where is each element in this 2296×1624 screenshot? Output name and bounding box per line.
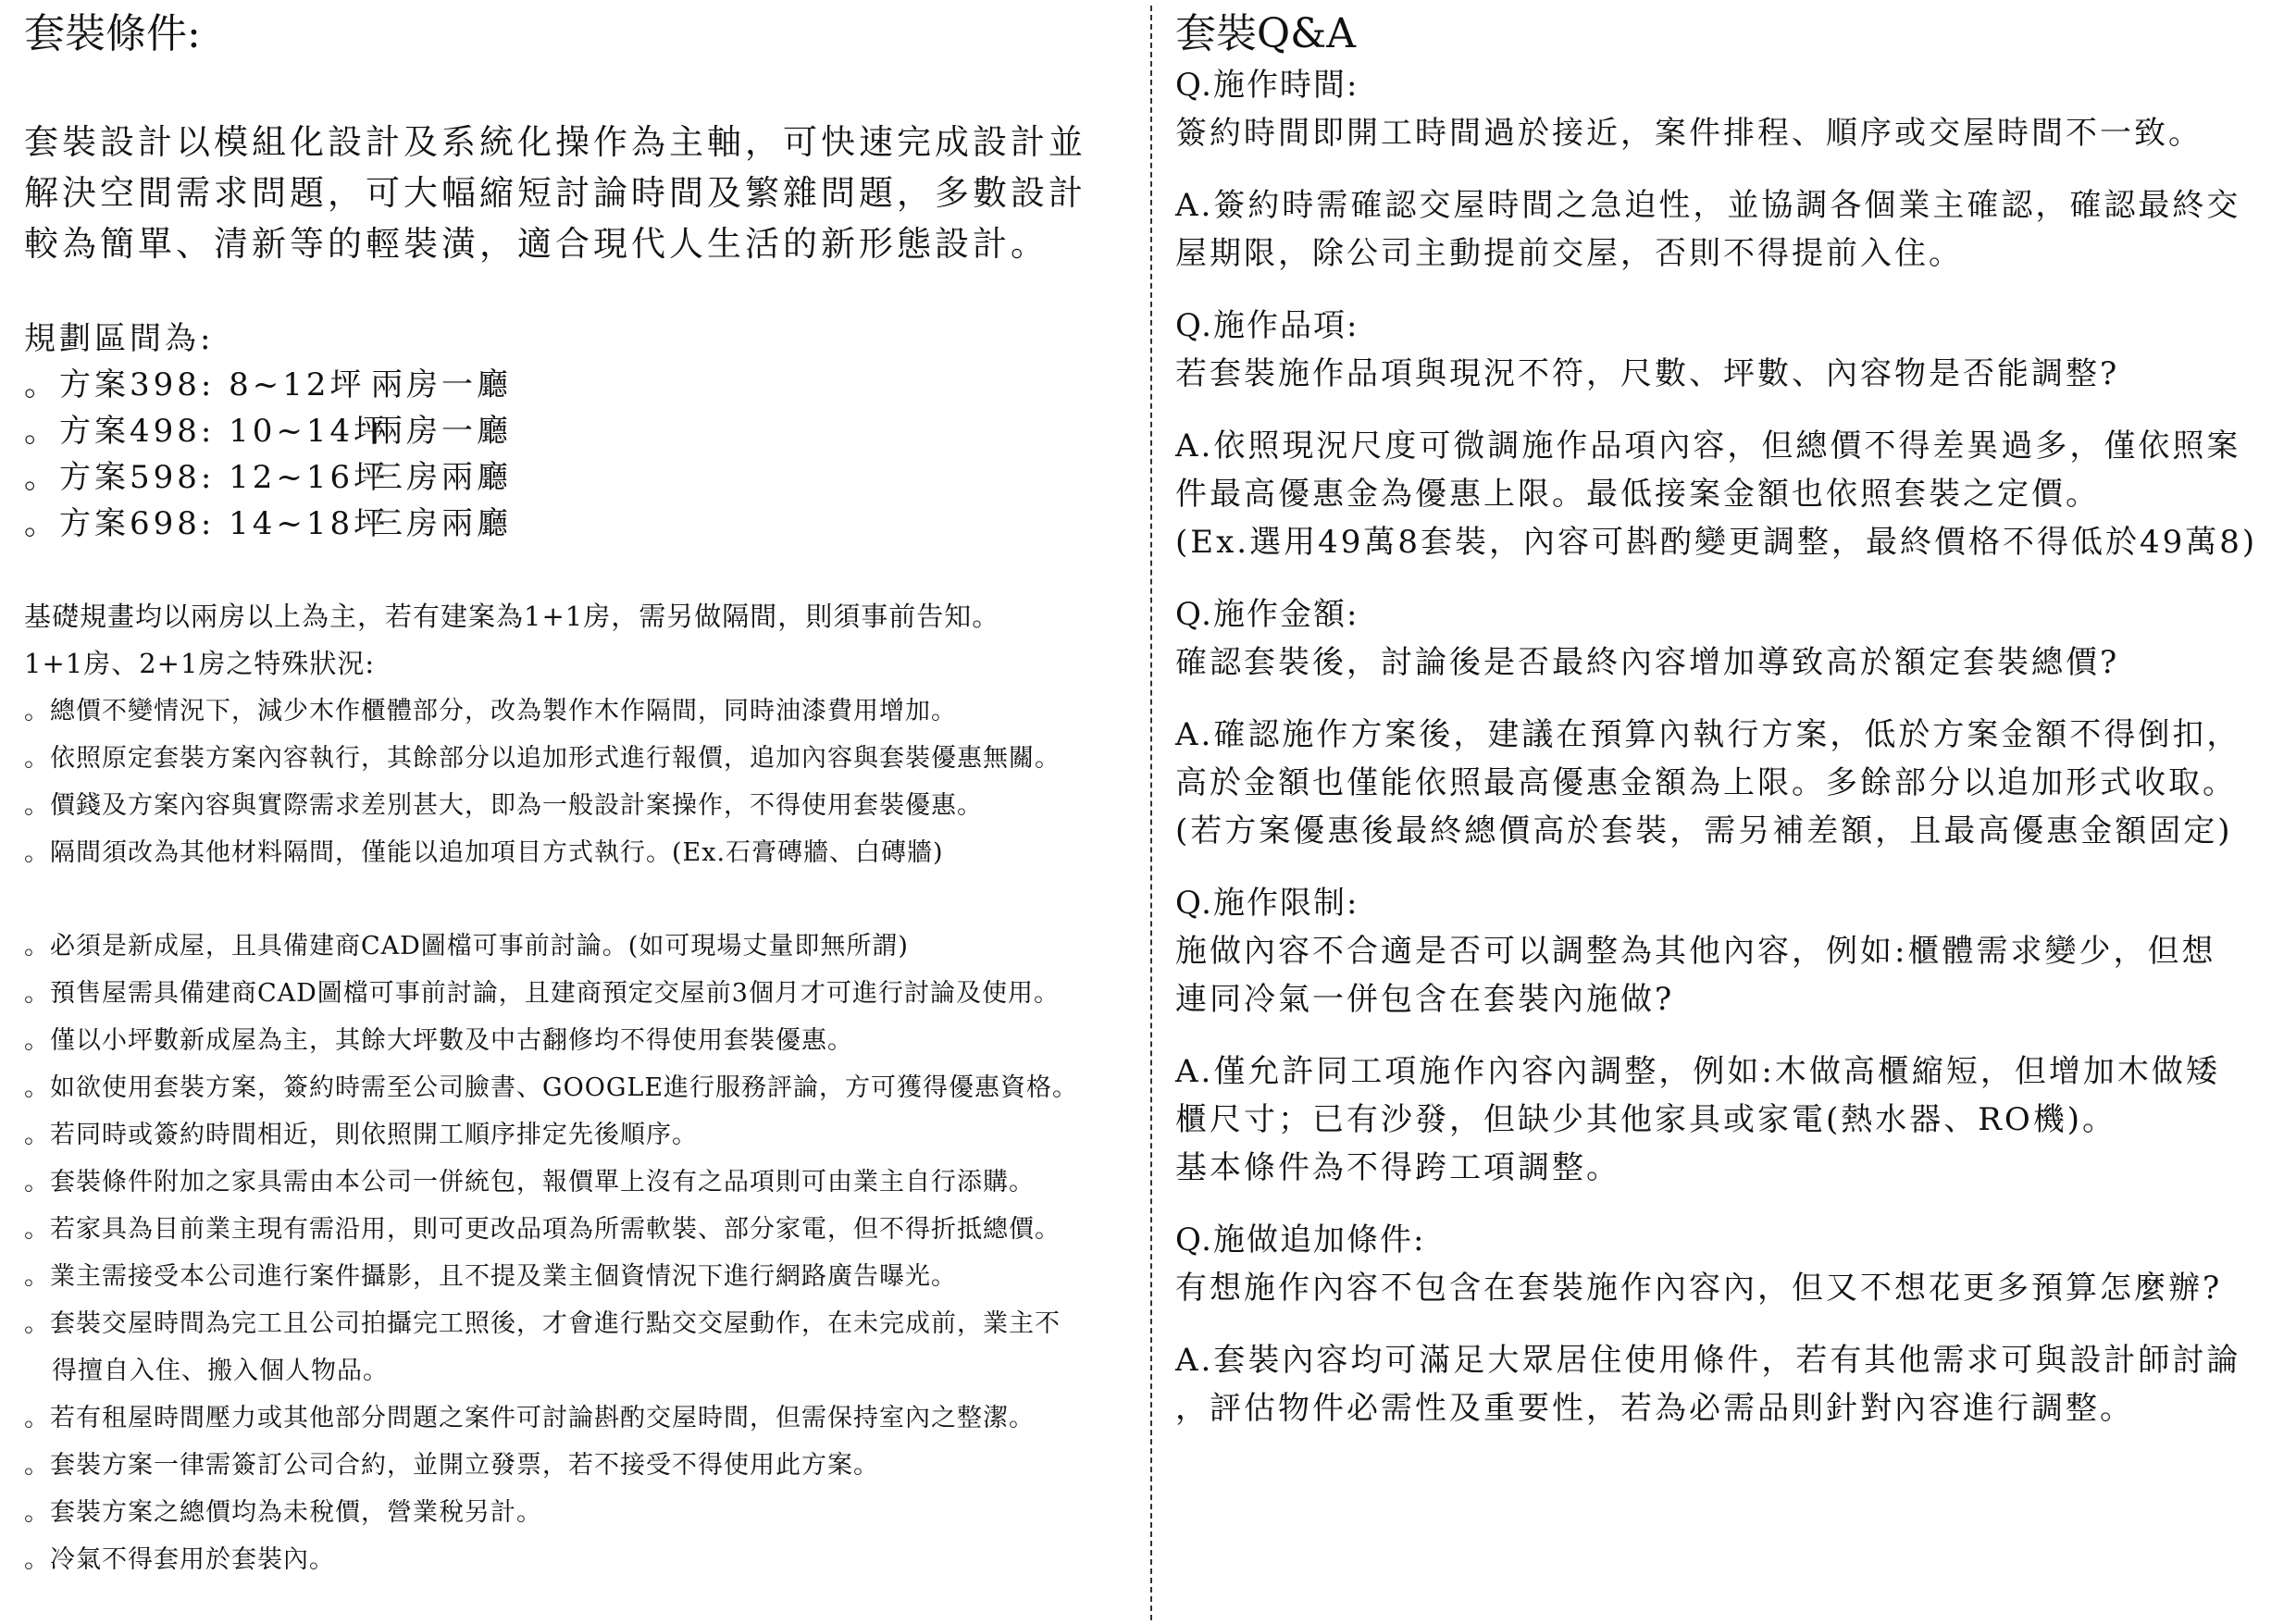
list-item: 。套裝方案之總價均為未稅價，營業稅另計。 bbox=[24, 1498, 542, 1527]
list-item: 。業主需接受本公司進行案件攝影，且不提及業主個資情況下進行網路廣告曝光。 bbox=[24, 1262, 957, 1291]
question-text: 有想施作內容不包含在套裝施作內容內，但又不想花更多預算怎麼辦? bbox=[1175, 1270, 2223, 1307]
list-item: 。總價不變情況下，減少木作櫃體部分，改為製作木作隔間，同時油漆費用增加。 bbox=[24, 697, 957, 725]
answer-line: ，評估物件必需性及重要性，若為必需品則針對內容進行調整。 bbox=[1175, 1390, 2134, 1427]
plan-name: 。方案498: 10~14坪 bbox=[24, 413, 390, 450]
qa-item bbox=[1175, 61, 2277, 278]
intro-paragraph bbox=[24, 117, 1135, 269]
answer-line: A.簽約時需確認交屋時間之急迫性，並協調各個業主確認，確認最終交 bbox=[1175, 187, 2241, 224]
special-heading: 1+1房、2+1房之特殊狀況: bbox=[24, 648, 376, 679]
answer-line: 櫃尺寸；已有沙發，但缺少其他家具或家電(熱水器、RO機)。 bbox=[1175, 1101, 2117, 1138]
plan-row bbox=[24, 408, 1135, 454]
answer-line: (Ex.選用49萬8套裝，內容可斟酌變更調整，最終價格不得低於49萬8) bbox=[1175, 524, 2258, 561]
plan-name: 。方案698: 14~18坪 bbox=[24, 505, 390, 542]
list-item: 。套裝交屋時間為完工且公司拍攝完工照後，才會進行點交交屋動作，在未完成前，業主不 bbox=[24, 1309, 1061, 1338]
answer-line: A.僅允許同工項施作內容內調整，例如:木做高櫃縮短，但增加木做矮 bbox=[1175, 1053, 2220, 1090]
qa-item bbox=[1175, 590, 2277, 855]
list-item: 。如欲使用套裝方案，簽約時需至公司臉書、GOOGLE進行服務評論，方可獲得優惠資格。 bbox=[24, 1073, 1079, 1102]
list-item: 。必須是新成屋，且具備建商CAD圖檔可事前討論。(如可現場丈量即無所謂) bbox=[24, 932, 909, 961]
intro-line: 套裝設計以模組化設計及系統化操作為主軸，可快速完成設計並 bbox=[24, 122, 1086, 162]
list-item: 。價錢及方案內容與實際需求差別甚大，即為一般設計案操作，不得使用套裝優惠。 bbox=[24, 791, 983, 820]
answer-line: 屋期限，除公司主動提前交屋，否則不得提前入住。 bbox=[1175, 235, 1963, 272]
qa-title: 套裝Q&A bbox=[1175, 10, 1357, 57]
answer-line: 件最高優惠金為優惠上限。最低接案金額也依照套裝之定價。 bbox=[1175, 476, 2100, 513]
list-item: 。隔間須改為其他材料隔間，僅能以追加項目方式執行。(Ex.石膏磚牆、白磚牆) bbox=[24, 838, 944, 867]
answer-line: A.套裝內容均可滿足大眾居住使用條件，若有其他需求可與設計師討論 bbox=[1175, 1342, 2241, 1379]
column-divider bbox=[1150, 6, 1152, 1620]
intro-line: 較為簡單、清新等的輕裝潢，適合現代人生活的新形態設計。 bbox=[24, 224, 1049, 264]
list-item: 。若家具為目前業主現有需沿用，則可更改品項為所需軟裝、部分家電，但不得折抵總價。 bbox=[24, 1215, 1061, 1244]
plan-row bbox=[24, 362, 1135, 408]
plan-layout: 兩房一廳 bbox=[371, 413, 512, 450]
plan-name: 。方案398: 8~12坪 bbox=[24, 366, 366, 403]
question-text: 若套裝施作品項與現況不符，尺數、坪數、內容物是否能調整? bbox=[1175, 355, 2120, 392]
question-text: 連同冷氣一併包含在套裝內施做? bbox=[1175, 981, 1675, 1018]
list-item-continuation: 得擅自入住、搬入個人物品。 bbox=[52, 1357, 389, 1385]
plan-layout: 三房兩廳 bbox=[371, 459, 512, 496]
answer-line: (若方案優惠後最終總價高於套裝，需另補差額，且最高優惠金額固定) bbox=[1175, 812, 2233, 849]
package-qa-column bbox=[1175, 0, 2277, 1432]
base-note: 基礎規畫均以兩房以上為主，若有建案為1+1房，需另做隔間，則須事前告知。 bbox=[24, 601, 1000, 632]
answer-line: 基本條件為不得跨工項調整。 bbox=[1175, 1149, 1620, 1186]
question-text: 確認套裝後，討論後是否最終內容增加導致高於額定套裝總價? bbox=[1175, 644, 2120, 681]
plan-row bbox=[24, 501, 1135, 547]
question-text: 簽約時間即開工時間過於接近，案件排程、順序或交屋時間不一致。 bbox=[1175, 115, 2203, 152]
qa-item bbox=[1175, 1216, 2277, 1432]
list-item: 。冷氣不得套用於套裝內。 bbox=[24, 1545, 335, 1574]
package-conditions-column bbox=[24, 0, 1135, 1583]
page-title: 套裝條件: bbox=[24, 10, 201, 57]
list-item: 。依照原定套裝方案內容執行，其餘部分以追加形式進行報價，追加內容與套裝優惠無關。 bbox=[24, 744, 1061, 773]
question-title: Q.施作金額: bbox=[1175, 596, 1359, 633]
question-title: Q.施作時間: bbox=[1175, 67, 1359, 104]
plan-layout: 三房兩廳 bbox=[371, 505, 512, 542]
question-title: Q.施作品項: bbox=[1175, 307, 1359, 344]
question-text: 施做內容不合適是否可以調整為其他內容，例如:櫃體需求變少，但想 bbox=[1175, 933, 2216, 970]
list-item: 。若有租屋時間壓力或其他部分問題之案件可討論斟酌交屋時間，但需保持室內之整潔。 bbox=[24, 1404, 1035, 1432]
qa-item bbox=[1175, 302, 2277, 566]
plan-section bbox=[24, 316, 1135, 547]
question-title: Q.施作限制: bbox=[1175, 885, 1359, 922]
qa-item bbox=[1175, 879, 2277, 1192]
plan-heading: 規劃區間為: bbox=[24, 320, 215, 357]
plan-row bbox=[24, 454, 1135, 501]
list-item: 。套裝方案一律需簽訂公司合約，並開立發票，若不接受不得使用此方案。 bbox=[24, 1451, 879, 1480]
plan-name: 。方案598: 12~16坪 bbox=[24, 459, 390, 496]
list-item: 。僅以小坪數新成屋為主，其餘大坪數及中古翻修均不得使用套裝優惠。 bbox=[24, 1026, 853, 1055]
list-item: 。套裝條件附加之家具需由本公司一併統包，報價單上沒有之品項則可由業主自行添購。 bbox=[24, 1168, 1035, 1196]
answer-line: 高於金額也僅能依照最高優惠金額為上限。多餘部分以追加形式收取。 bbox=[1175, 764, 2237, 801]
answer-line: A.確認施作方案後，建議在預算內執行方案，低於方案金額不得倒扣， bbox=[1175, 716, 2241, 753]
answer-line: A.依照現況尺度可微調施作品項內容，但總價不得差異過多，僅依照案 bbox=[1175, 428, 2241, 465]
list-item: 。預售屋需具備建商CAD圖檔可事前討論，且建商預定交屋前3個月才可進行討論及使用。 bbox=[24, 979, 1060, 1008]
question-title: Q.施做追加條件: bbox=[1175, 1221, 1426, 1258]
special-list bbox=[24, 688, 1135, 876]
list-item: 。若同時或簽約時間相近，則依照開工順序排定先後順序。 bbox=[24, 1121, 698, 1149]
plan-layout: 兩房一廳 bbox=[371, 366, 512, 403]
intro-line: 解決空間需求問題，可大幅縮短討論時間及繁雜問題，多數設計 bbox=[24, 173, 1086, 213]
conditions-list bbox=[24, 923, 1135, 1583]
